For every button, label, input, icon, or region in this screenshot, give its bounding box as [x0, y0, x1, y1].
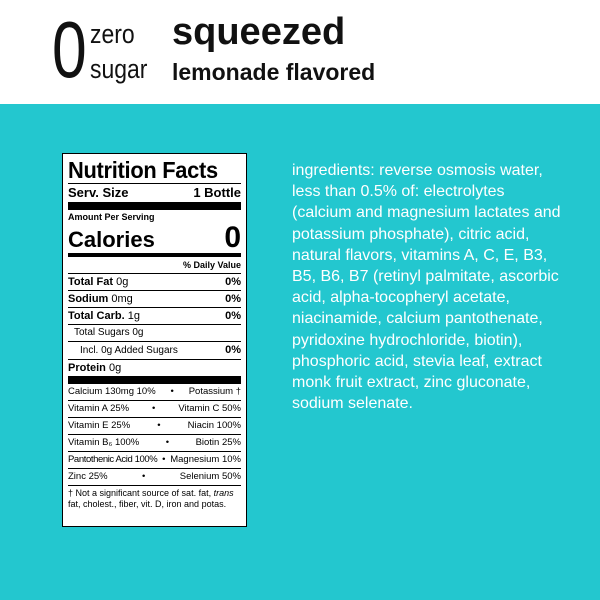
sugar-word: sugar — [90, 54, 148, 84]
protein-amount: 0g — [108, 362, 122, 374]
total-sugars-amount: 0g — [132, 327, 144, 338]
sodium-row — [68, 290, 241, 307]
bullet: • — [152, 403, 156, 414]
bullet: • — [170, 386, 174, 397]
total-carb-label: Total Carb. — [68, 310, 125, 322]
calories-row — [68, 223, 241, 253]
protein-row — [68, 359, 241, 376]
total-sugars-label: Total Sugars — [74, 327, 130, 338]
footnote-part-a: † Not a significant source of sat. fat, — [68, 488, 214, 498]
sodium-label: Sodium — [68, 293, 109, 305]
product-header — [0, 0, 600, 104]
vitamin-row — [68, 468, 241, 485]
vitamin-right: Selenium 50% — [179, 471, 241, 482]
zero-word: zero — [90, 19, 135, 49]
total-fat-label: Total Fat — [68, 276, 114, 288]
protein-label: Protein — [68, 362, 106, 374]
sodium-amount: 0mg — [111, 293, 133, 305]
added-sugars-label: Incl. 0g Added Sugars — [80, 345, 178, 356]
total-carb-amount: 1g — [127, 310, 140, 322]
added-sugars-dv: 0% — [225, 344, 241, 356]
total-sugars-row — [68, 324, 241, 341]
amount-per-serving: Amount Per Serving — [68, 212, 155, 222]
bullet: • — [162, 454, 166, 465]
serving-size-row — [68, 183, 241, 202]
vitamin-row — [68, 384, 241, 400]
serving-size-label: Serv. Size — [68, 185, 129, 200]
footnote-trans: trans — [213, 488, 234, 498]
total-fat-amount: 0g — [116, 276, 129, 288]
bullet: • — [157, 420, 161, 431]
thick-divider — [68, 202, 241, 210]
vitamin-left: Pantothenic Acid 100% — [68, 454, 158, 465]
vitamin-left: Calcium 130mg 10% — [68, 386, 156, 397]
total-carb-row — [68, 307, 241, 324]
calories-label: Calories — [68, 227, 155, 252]
vitamin-right: Potassium † — [188, 386, 241, 397]
total-carb-dv: 0% — [225, 310, 241, 322]
footnote — [68, 485, 241, 510]
vitamin-row — [68, 434, 241, 451]
product-title: squeezed — [172, 11, 346, 53]
ingredients-text: ingredients: reverse osmosis water, less than 0.5% of: electrolytes (calcium and magnesium lactates and potassium phosphate), citric acid, natural flavors, vitamins A, C, E, B3, B5, B6, B7 (retinyl palmitate, ascorbic acid, alpha-tocopheryl acetate, niacinamide, calcium pantothenate, pyridoxine hydrochloride, biotin), phosphoric acid, stevia leaf, extract monk fruit extract, zinc gluconate, sodium selenate. — [292, 162, 561, 413]
daily-value-header: % Daily Value — [182, 260, 241, 270]
nutrition-facts-label — [68, 157, 241, 510]
sodium-dv: 0% — [225, 293, 241, 305]
total-fat-dv: 0% — [225, 276, 241, 288]
vitamin-row — [68, 400, 241, 417]
thick-divider-2 — [68, 376, 241, 384]
added-sugars-row — [68, 341, 241, 359]
footnote-part-b: fat, cholest., fiber, vit. D, iron and potas. — [68, 499, 227, 509]
vitamin-row — [68, 417, 241, 434]
vitamin-left: Vitamin E 25% — [68, 420, 131, 431]
total-fat-row — [68, 273, 241, 290]
bullet: • — [142, 471, 146, 482]
vitamin-left: Zinc 25% — [68, 471, 108, 482]
vitamin-right: Magnesium 10% — [170, 454, 241, 465]
nutrition-facts-title: Nutrition Facts — [68, 157, 218, 183]
bullet: • — [165, 437, 170, 448]
vitamin-left: Vitamin B₆ 100% — [68, 437, 140, 448]
vitamin-right: Niacin 100% — [187, 420, 241, 431]
vitamin-left: Vitamin A 25% — [68, 403, 130, 414]
product-subtitle: lemonade flavored — [172, 59, 376, 85]
serving-size-value: 1 Bottle — [193, 185, 241, 200]
vitamin-right: Vitamin C 50% — [178, 403, 241, 414]
calories-value: 0 — [224, 221, 241, 254]
vitamin-row — [68, 451, 241, 468]
vitamin-right: Biotin 25% — [195, 437, 241, 448]
zero-digit: 0 — [52, 5, 87, 94]
